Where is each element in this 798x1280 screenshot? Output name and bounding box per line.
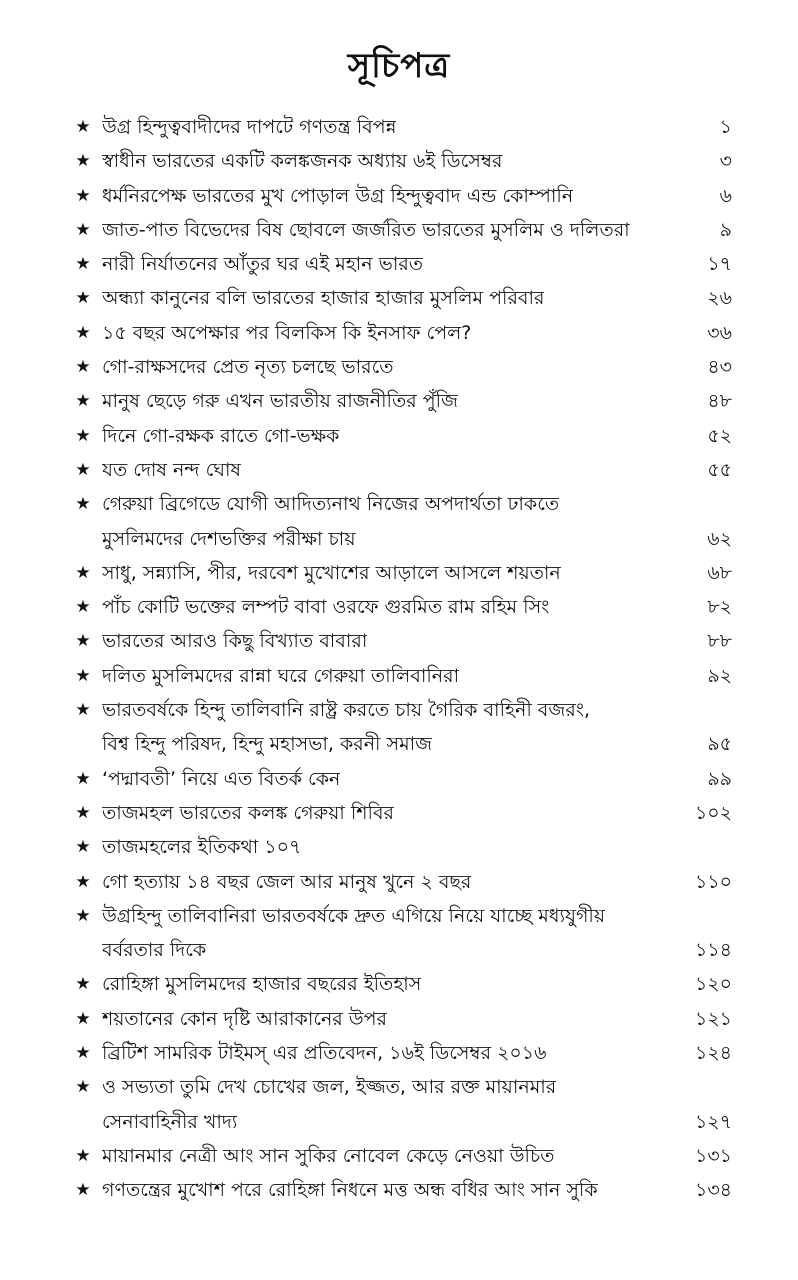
star-bullet-icon: ★: [75, 1180, 91, 1201]
toc-entry-line: [72, 967, 732, 1001]
star-bullet-icon: ★: [75, 425, 91, 446]
toc-entry: [72, 281, 732, 315]
toc-entry-title: উগ্র হিন্দুত্ববাদীদের দাপটে গণতন্ত্র বিপন্ন: [102, 116, 397, 138]
star-bullet-icon: ★: [75, 665, 91, 686]
toc-entry-title: নারী নির্যাতনের আঁতুর ঘর এই মহান ভারত: [102, 253, 424, 276]
toc-entry-page-number: ১২০: [694, 973, 732, 996]
star-bullet-icon: ★: [75, 1043, 91, 1064]
toc-entry-title: পাঁচ কোটি ভক্তের লম্পট বাবা ওরফে গুরমিত রাম রহিম সিং: [102, 596, 550, 619]
toc-entry-line: [72, 762, 732, 796]
star-bullet-icon: ★: [75, 185, 91, 206]
toc-entry-line: [72, 419, 732, 453]
toc-entry-page-number: ১১৪: [695, 939, 732, 962]
toc-entry-title: ১৫ বছর অপেক্ষার পর বিলকিস কি ইনসাফ পেল?: [102, 321, 472, 344]
toc-entry-title: তাজমহলের ইতিকথা ১০৭: [102, 836, 302, 859]
toc-entry-title: ব্রিটিশ সামরিক টাইমস্‌ এর প্রতিবেদন, ১৬ই ডিসেম্বর ২০১৬: [102, 1042, 547, 1065]
toc-entry-page-number: ১: [719, 116, 732, 138]
star-bullet-icon: ★: [75, 631, 91, 652]
star-bullet-icon: ★: [75, 494, 91, 515]
star-bullet-icon: ★: [75, 562, 91, 583]
toc-list: [72, 110, 732, 1208]
toc-entry-page-number: ৪৩: [707, 356, 732, 379]
toc-entry-line: [72, 144, 732, 178]
toc-entry-line: [72, 350, 732, 384]
toc-entry: [72, 556, 732, 590]
toc-entry-title: দলিত মুসলিমদের রান্না ঘরে গেরুয়া তালিবানিরা: [102, 664, 460, 687]
toc-entry-line: [72, 590, 732, 624]
toc-entry-line: [72, 796, 732, 830]
toc-entry: [72, 693, 732, 762]
toc-entry-title: গেরুয়া ব্রিগেডে যোগী আদিত্যনাথ নিজের অপদার্থতা ঢাকতে: [102, 493, 560, 516]
toc-entry-page-number: ৬২: [707, 527, 732, 550]
toc-entry-page-number: ১৩৪: [694, 1179, 732, 1202]
toc-entry-page-number: ৯২: [707, 664, 732, 687]
toc-entry: [72, 179, 732, 213]
toc-entry-title: বর্বরতার দিকে: [102, 939, 207, 962]
toc-entry: [72, 762, 732, 796]
toc-entry-line: [72, 693, 732, 727]
toc-entry-line: [72, 1105, 732, 1139]
toc-entry-line: [72, 1002, 732, 1036]
toc-entry-line: [72, 865, 732, 899]
toc-entry: [72, 830, 732, 864]
toc-entry: [72, 316, 732, 350]
star-bullet-icon: ★: [75, 254, 91, 275]
toc-entry: [72, 1002, 732, 1036]
star-bullet-icon: ★: [75, 768, 91, 789]
star-bullet-icon: ★: [75, 700, 91, 721]
toc-entry: [72, 384, 732, 418]
toc-entry-title: ‘পদ্মাবতী’ নিয়ে এত বিতর্ক কেন: [102, 767, 341, 790]
star-bullet-icon: ★: [75, 391, 91, 412]
toc-entry-title: রোহিঙ্গা মুসলিমদের হাজার বছরের ইতিহাস: [102, 973, 422, 996]
toc-entry-page-number: ১৩১: [694, 1144, 732, 1167]
toc-entry-line: [72, 933, 732, 967]
star-bullet-icon: ★: [75, 459, 91, 480]
toc-entry-title: উগ্রহিন্দু তালিবানিরা ভারতবর্ষকে দ্রুত এগিয়ে নিয়ে যাচ্ছে মধ্যযুগীয়: [102, 904, 606, 927]
toc-entry: [72, 487, 732, 556]
toc-entry: [72, 967, 732, 1001]
toc-entry-page-number: ৪৮: [707, 390, 732, 413]
toc-entry-page-number: ৫৫: [707, 458, 732, 481]
toc-entry: [72, 1036, 732, 1070]
toc-entry: [72, 419, 732, 453]
star-bullet-icon: ★: [75, 1008, 91, 1029]
toc-entry: [72, 659, 732, 693]
toc-entry-title: জাত-পাত বিভেদের বিষ ছোবলে জর্জরিত ভারতের মুসলিম ও দলিতরা: [102, 218, 630, 241]
toc-entry-title: বিশ্ব হিন্দু পরিষদ, হিন্দু মহাসভা, করনী সমাজ: [102, 733, 433, 756]
toc-entry-page-number: ১৭: [707, 253, 732, 276]
toc-entry-page-number: ১২৭: [694, 1110, 732, 1133]
toc-entry-line: [72, 1139, 732, 1173]
toc-entry-line: [72, 659, 732, 693]
toc-entry-line: [72, 281, 732, 315]
toc-entry-line: [72, 487, 732, 521]
star-bullet-icon: ★: [75, 219, 91, 240]
toc-entry-line: [72, 453, 732, 487]
toc-entry-line: [72, 727, 732, 761]
toc-entry-page-number: ৫২: [707, 424, 732, 447]
toc-entry-line: [72, 556, 732, 590]
toc-entry-title: সেনাবাহিনীর খাদ্য: [102, 1110, 238, 1133]
toc-entry-line: [72, 179, 732, 213]
toc-entry-title: গো-রাক্ষসদের প্রেত নৃত্য চলছে ভারতে: [102, 356, 394, 379]
toc-entry-title: মুসলিমদের দেশভক্তির পরীক্ষা চায়: [102, 527, 356, 550]
toc-entry: [72, 624, 732, 658]
toc-entry-title: সাধু, সন্ন্যাসি, পীর, দরবেশ মুখোশের আড়ালে আসলে শয়তান: [102, 561, 561, 584]
toc-entry-title: তাজমহল ভারতের কলঙ্ক গেরুয়া শিবির: [102, 801, 394, 824]
toc-entry-title: ভারতবর্ষকে হিন্দু তালিবানি রাষ্ট্র করতে চায় গৈরিক বাহিনী বজরং,: [102, 699, 591, 722]
toc-entry: [72, 453, 732, 487]
toc-entry: [72, 213, 732, 247]
star-bullet-icon: ★: [75, 1077, 91, 1098]
toc-entry-title: গণতন্ত্রের মুখোশ পরে রোহিঙ্গা নিধনে মত্ত অন্ধ বধির আং সান সুকি: [102, 1179, 598, 1202]
toc-entry: [72, 1070, 732, 1139]
toc-entry-page-number: ১০২: [694, 801, 732, 824]
toc-entry-line: [72, 1070, 732, 1104]
toc-entry-line: [72, 247, 732, 281]
toc-entry-page-number: ৮২: [707, 596, 732, 619]
toc-entry-page-number: ১১০: [694, 870, 732, 893]
star-bullet-icon: ★: [75, 1145, 91, 1166]
toc-entry-title: ও সভ্যতা তুমি দেখ চোখের জল, ইজ্জত, আর রক্ত মায়ানমার: [102, 1076, 557, 1099]
toc-entry-page-number: ৮৮: [707, 630, 732, 653]
toc-entry-title: মানুষ ছেড়ে গরু এখন ভারতীয় রাজনীতির পুঁজি: [102, 390, 459, 413]
toc-entry: [72, 1139, 732, 1173]
star-bullet-icon: ★: [75, 322, 91, 343]
toc-entry-title: স্বাধীন ভারতের একটি কলঙ্কজনক অধ্যায় ৬ই ডিসেম্বর: [102, 150, 503, 173]
toc-entry-line: [72, 899, 732, 933]
toc-entry: [72, 590, 732, 624]
star-bullet-icon: ★: [75, 837, 91, 858]
toc-entry-page-number: ৬: [719, 184, 732, 207]
toc-entry-page-number: ২৬: [707, 287, 732, 310]
star-bullet-icon: ★: [75, 871, 91, 892]
toc-entry: [72, 110, 732, 144]
toc-entry-page-number: ১২১: [694, 1007, 732, 1030]
star-bullet-icon: ★: [75, 288, 91, 309]
star-bullet-icon: ★: [75, 597, 91, 618]
star-bullet-icon: ★: [75, 905, 91, 926]
toc-entry: [72, 350, 732, 384]
star-bullet-icon: ★: [75, 357, 91, 378]
star-bullet-icon: ★: [75, 974, 91, 995]
toc-entry-line: [72, 316, 732, 350]
toc-entry-page-number: ৯৯: [707, 767, 732, 790]
toc-entry-title: দিনে গো-রক্ষক রাতে গো-ভক্ষক: [102, 424, 340, 447]
toc-entry: [72, 1173, 732, 1207]
toc-entry-title: ধর্মনিরপেক্ষ ভারতের মুখ পোড়াল উগ্র হিন্দুত্ববাদ এন্ড কোম্পানি: [102, 184, 574, 207]
toc-entry-title: যত দোষ নন্দ ঘোষ: [102, 458, 242, 481]
toc-entry-line: [72, 830, 732, 864]
toc-entry-line: [72, 1173, 732, 1207]
toc-entry-page-number: ৯: [719, 218, 732, 241]
toc-entry-page-number: ৩৬: [707, 321, 732, 344]
toc-entry: [72, 144, 732, 178]
star-bullet-icon: ★: [75, 117, 91, 137]
toc-entry-page-number: ১২৪: [694, 1042, 732, 1065]
toc-entry: [72, 899, 732, 968]
toc-entry: [72, 247, 732, 281]
page-title: সূচিপত্র: [347, 46, 451, 86]
toc-entry-title: শয়তানের কোন দৃষ্টি আরাকানের উপর: [102, 1007, 387, 1030]
toc-entry-line: [72, 213, 732, 247]
toc-entry-title: ভারতের আরও কিছু বিখ্যাত বাবারা: [102, 630, 368, 653]
toc-entry-line: [72, 522, 732, 556]
toc-entry: [72, 796, 732, 830]
toc-entry-line: [72, 110, 732, 144]
toc-entry-line: [72, 1036, 732, 1070]
toc-entry-page-number: ৯৫: [707, 733, 732, 756]
toc-entry-title: মায়ানমার নেত্রী আং সান সুকির নোবেল কেড়ে নেওয়া উচিত: [102, 1144, 555, 1167]
star-bullet-icon: ★: [75, 151, 91, 172]
toc-entry-title: গো হত্যায় ১৪ বছর জেল আর মানুষ খুনে ২ বছর: [102, 870, 472, 893]
star-bullet-icon: ★: [75, 802, 91, 823]
toc-entry: [72, 865, 732, 899]
toc-entry-line: [72, 384, 732, 418]
toc-entry-line: [72, 624, 732, 658]
toc-entry-page-number: ৬৮: [707, 561, 732, 584]
toc-entry-page-number: ৩: [719, 150, 732, 173]
toc-entry-title: অন্ধ্যা কানুনের বলি ভারতের হাজার হাজার মুসলিম পরিবার: [102, 287, 545, 310]
